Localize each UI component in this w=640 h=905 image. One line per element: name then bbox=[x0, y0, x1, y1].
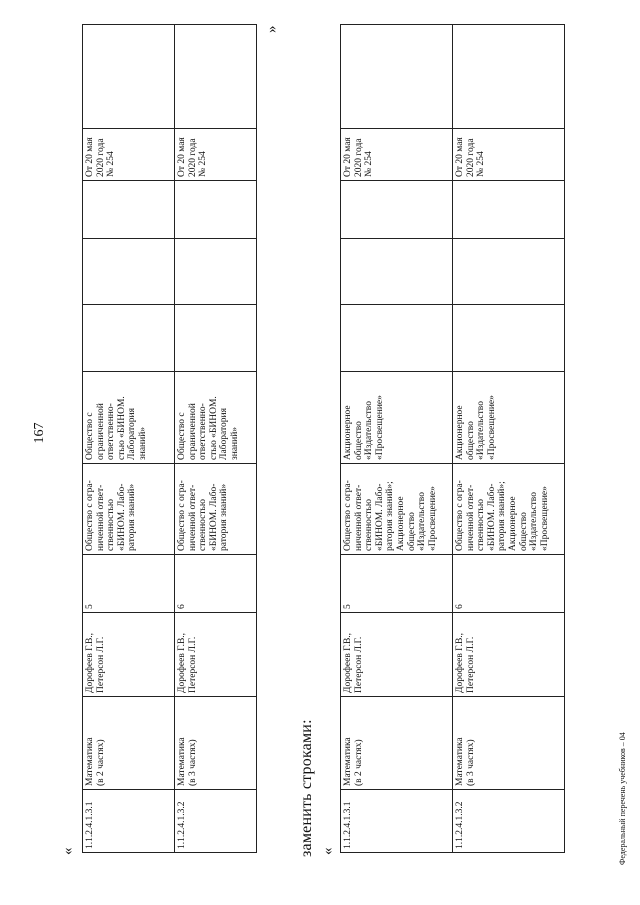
cell-empty bbox=[453, 25, 565, 129]
cell-code: 1.1.2.4.1.3.1 bbox=[83, 790, 175, 853]
cell-empty bbox=[83, 25, 175, 129]
open-quote-bottom: « bbox=[320, 847, 336, 855]
cell-code: 1.1.2.4.1.3.1 bbox=[341, 790, 453, 853]
cell-order: От 20 мая 2020 года № 254 bbox=[83, 129, 175, 181]
cell-organization: Общество с ограниченной ответственно- стью «БИНОМ. Лаборатория знаний» bbox=[83, 372, 175, 464]
cell-publisher: Общество с огра- ниченной ответ- ственностью «БИНОМ. Лабо- ратория знаний»; Акционерное общество «Издательство «Просвещение» bbox=[453, 464, 565, 555]
table-original-rows bbox=[82, 24, 257, 853]
cell-subject: Математика (в 2 частях) bbox=[341, 697, 453, 790]
cell-grade: 6 bbox=[175, 555, 257, 613]
table-row bbox=[453, 25, 565, 853]
cell-grade: 5 bbox=[83, 555, 175, 613]
cell-grade: 5 bbox=[341, 555, 453, 613]
cell-empty bbox=[175, 25, 257, 129]
cell-order: От 20 мая 2020 года № 254 bbox=[175, 129, 257, 181]
cell-organization: Акционерное общество «Издательство «Просвещение» bbox=[453, 372, 565, 464]
open-quote-top: « bbox=[60, 847, 76, 855]
cell-empty bbox=[83, 305, 175, 372]
cell-code: 1.1.2.4.1.3.2 bbox=[175, 790, 257, 853]
cell-organization: Общество с ограниченной ответственно- стью «БИНОМ. Лаборатория знаний» bbox=[175, 372, 257, 464]
cell-empty bbox=[341, 25, 453, 129]
page-number: 167 bbox=[32, 422, 47, 444]
table-row bbox=[83, 25, 175, 853]
cell-subject: Математика (в 3 частях) bbox=[453, 697, 565, 790]
cell-publisher: Общество с огра- ниченной ответ- ственностью «БИНОМ. Лабо- ратория знаний» bbox=[175, 464, 257, 555]
cell-empty bbox=[83, 181, 175, 239]
cell-empty bbox=[453, 305, 565, 372]
page-footer: Федеральный перечень учебников – 04 bbox=[618, 732, 627, 865]
cell-organization: Акционерное общество «Издательство «Просвещение» bbox=[341, 372, 453, 464]
cell-code: 1.1.2.4.1.3.2 bbox=[453, 790, 565, 853]
cell-order: От 20 мая 2020 года № 254 bbox=[341, 129, 453, 181]
cell-empty bbox=[341, 181, 453, 239]
cell-empty bbox=[341, 239, 453, 305]
table-row bbox=[341, 25, 453, 853]
cell-empty bbox=[175, 239, 257, 305]
cell-order: От 20 мая 2020 года № 254 bbox=[453, 129, 565, 181]
cell-authors: Дорофеев Г.В., Петерсон Л.Г. bbox=[453, 613, 565, 697]
cell-empty bbox=[453, 181, 565, 239]
cell-authors: Дорофеев Г.В., Петерсон Л.Г. bbox=[83, 613, 175, 697]
table-replacement-rows bbox=[340, 24, 565, 853]
cell-authors: Дорофеев Г.В., Петерсон Л.Г. bbox=[175, 613, 257, 697]
cell-grade: 6 bbox=[453, 555, 565, 613]
cell-empty bbox=[175, 181, 257, 239]
table-row bbox=[175, 25, 257, 853]
cell-publisher: Общество с огра- ниченной ответ- ственностью «БИНОМ. Лабо- ратория знаний» bbox=[83, 464, 175, 555]
cell-publisher: Общество с огра- ниченной ответ- ственностью «БИНОМ. Лабо- ратория знаний»; Акционерное общество «Издательство «Просвещение» bbox=[341, 464, 453, 555]
cell-authors: Дорофеев Г.В., Петерсон Л.Г. bbox=[341, 613, 453, 697]
close-quote: » bbox=[264, 25, 280, 33]
cell-empty bbox=[341, 305, 453, 372]
cell-empty bbox=[453, 239, 565, 305]
cell-subject: Математика (в 2 частях) bbox=[83, 697, 175, 790]
cell-empty bbox=[175, 305, 257, 372]
cell-empty bbox=[83, 239, 175, 305]
replace-instruction: заменить строками: bbox=[298, 719, 315, 857]
cell-subject: Математика (в 3 частях) bbox=[175, 697, 257, 790]
